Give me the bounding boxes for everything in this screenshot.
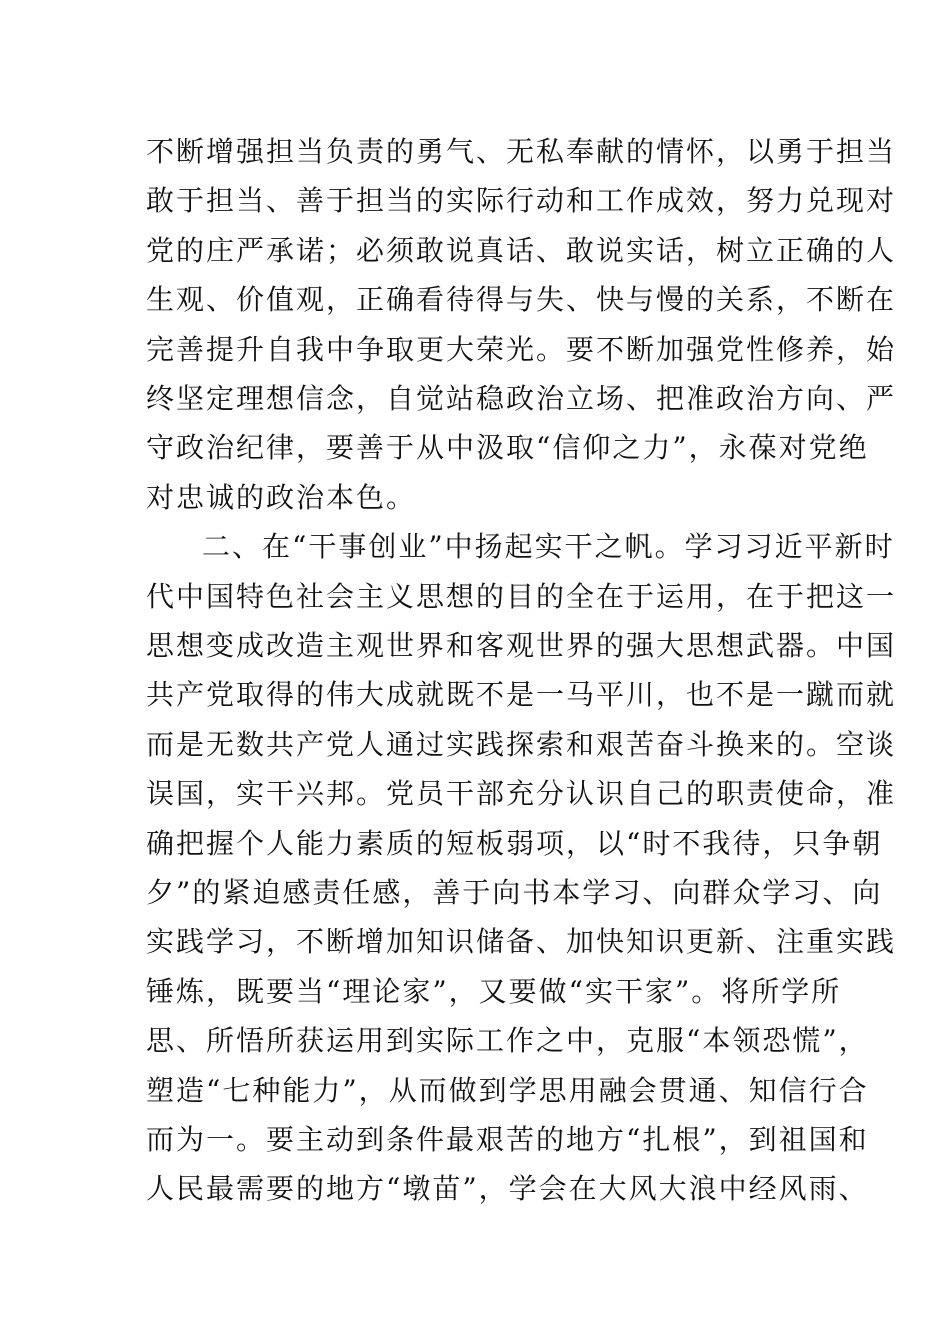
text-line: 塑造“七种能力”，从而做到学思用融会贯通、知信行合 — [146, 1073, 869, 1107]
text-line: 而是无数共产党人通过实践探索和艰苦奋斗换来的。空谈 — [146, 727, 897, 761]
text-line: 误国，实干兴邦。党员干部充分认识自己的职责使命，准 — [146, 777, 897, 811]
text-line: 完善提升自我中争取更大荣光。要不断加强党性修养，始 — [146, 332, 897, 366]
text-line: 确把握个人能力素质的短板弱项，以“时不我待，只争朝 — [146, 826, 883, 860]
text-line: 思想变成改造主观世界和客观世界的强大思想武器。中国 — [146, 629, 897, 662]
text-line: 守政治纪律，要善于从中汲取“信仰之力”，永葆对党绝 — [146, 431, 869, 465]
text-line: 实践学习，不断增加知识储备、加快知识更新、注重实践 — [146, 925, 897, 959]
text-line: 锤炼，既要当“理论家”，又要做“实干家”。将所学所 — [146, 974, 842, 1008]
text-line: 终坚定理想信念，自觉站稳政治立场、把准政治方向、严 — [146, 382, 897, 415]
text-line: 共产党取得的伟大成就既不是一马平川，也不是一蹴而就 — [146, 678, 897, 712]
text-line: 生观、价值观，正确看待得与失、快与慢的关系，不断在 — [146, 283, 897, 317]
text-line: 敢于担当、善于担当的实际行动和工作成效，努力兑现对 — [146, 184, 897, 218]
text-line: 思、所悟所获运用到实际工作之中，克服“本领恐慌”， — [146, 1024, 869, 1058]
text-line: 对忠诚的政治本色。 — [146, 480, 417, 514]
text-line: 人民最需要的地方“墩苗”，学会在大风大浪中经风雨、 — [146, 1172, 869, 1206]
text-line: 夕”的紧迫感责任感，善于向书本学习、向群众学习、向 — [146, 876, 883, 909]
text-line: 不断增强担当负责的勇气、无私奉献的情怀，以勇于担当 — [146, 135, 897, 168]
text-line: 二、在“干事创业”中扬起实干之帆。学习习近平新时 — [202, 530, 895, 564]
text-line: 党的庄严承诺；必须敢说真话、敢说实话，树立正确的人 — [146, 233, 897, 267]
text-line: 代中国特色社会主义思想的目的全在于运用，在于把这一 — [146, 579, 897, 613]
text-line: 而为一。要主动到条件最艰苦的地方“扎根”，到祖国和 — [146, 1123, 869, 1156]
